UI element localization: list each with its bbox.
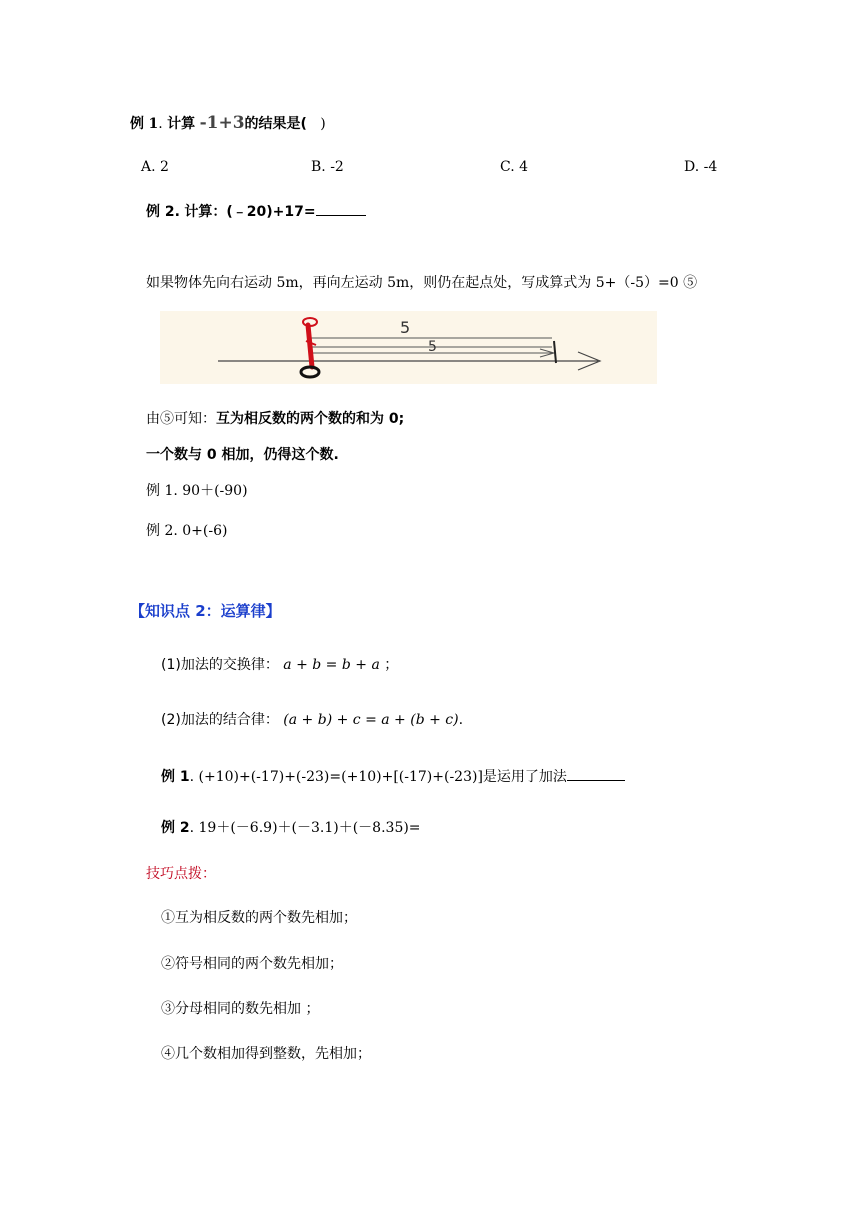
option-d: D. -4 — [684, 159, 718, 175]
law-end: ； — [379, 657, 399, 673]
label-five-top: 5 — [400, 318, 411, 337]
example-2-question — [146, 201, 366, 221]
question-text-2: 的结果是( — [244, 116, 307, 132]
law-formula: a + b = b + a — [283, 657, 380, 673]
example-3 — [161, 766, 625, 786]
example-number: 1 — [148, 116, 159, 132]
example-label: 例 2. — [146, 204, 180, 220]
tip-item: ③分母相同的数先相加 ； — [161, 1001, 320, 1017]
example-a: 例 1. 90＋(-90) — [146, 483, 248, 499]
example-label: 例 2 — [161, 820, 190, 836]
example-text: . 19＋(－6.9)＋(－3.1)＋(－8.35)= — [189, 820, 421, 836]
conclusion-prefix: 由⑤可知： — [146, 411, 216, 427]
tip-item: ②符号相同的两个数先相加； — [161, 956, 343, 972]
example-b: 例 2. 0+(-6) — [146, 523, 228, 539]
tip-item: ④几个数相加得到整数，先相加； — [161, 1046, 371, 1062]
example-1-question: 例 1. 计算 -1+3的结果是( ) — [130, 113, 326, 133]
expression: -1+3 — [199, 113, 245, 133]
law-label: (2)加法的结合律： — [161, 712, 279, 728]
paren-close: ) — [320, 116, 326, 132]
label-five-bottom: 5 — [428, 339, 437, 355]
conclusion-2: 一个数与 0 相加，仍得这个数. — [146, 447, 339, 463]
example-text: . (+10)+(-17)+(-23)=(+10)+[(-17)+(-23)]是运用了加法 — [189, 769, 567, 785]
law-associative — [161, 709, 463, 729]
option-b: B. -2 — [311, 159, 344, 175]
section-title: 【知识点 2：运算律】 — [130, 602, 281, 620]
answer-blank — [316, 203, 366, 216]
law-label: (1)加法的交换律： — [161, 657, 279, 673]
example-4 — [161, 817, 421, 837]
example-label: 例 1 — [161, 769, 190, 785]
question-text: 计算 — [167, 116, 196, 132]
number-line-figure — [160, 311, 657, 384]
motion-paragraph: 如果物体先向右运动 5m，再向左运动 5m，则仍在起点处，写成算式为 5+（-5）=0 ⑤ — [146, 275, 698, 291]
example-label: 例 — [130, 116, 144, 132]
tip-item: ①互为相反数的两个数先相加； — [161, 910, 357, 926]
law-end: . — [458, 712, 464, 728]
law-commutative — [161, 654, 398, 674]
conclusion-bold: 互为相反数的两个数的和为 0; — [216, 411, 405, 427]
option-c: C. 4 — [500, 159, 529, 175]
law-formula: (a + b) + c = a + (b + c) — [283, 712, 459, 728]
answer-blank — [567, 768, 625, 781]
option-a: A. 2 — [141, 159, 169, 175]
conclusion-1 — [146, 408, 404, 428]
number-line-sketch — [160, 311, 657, 384]
tips-title: 技巧点拨： — [146, 866, 216, 882]
question-text: 计算：(﹣20)+17= — [184, 204, 316, 220]
